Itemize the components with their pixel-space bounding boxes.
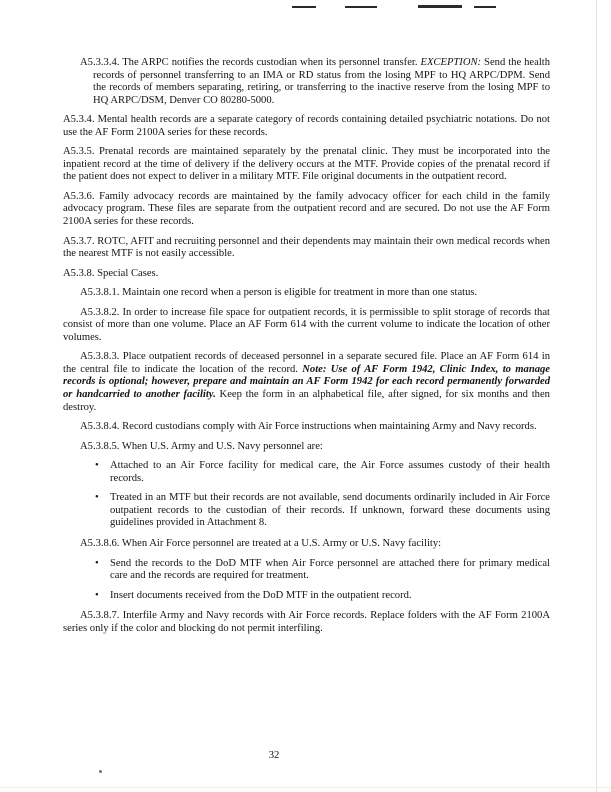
- scan-artifact-dot: [99, 770, 102, 773]
- bullet-item: [110, 492, 550, 530]
- text-run: Keep the form in an alphabetical file, after signed, for six months and then destroy.: [63, 389, 550, 413]
- text-run: Note: Use of AF Form 1942, Clinic Index, to manage records is optional; however, prepare and maintain an AF Form 1942 for each record permanently forwarded or handcarried to another facility.: [63, 363, 551, 401]
- scan-artifact-dash: [474, 6, 496, 8]
- paragraph: [63, 421, 550, 434]
- text-run: A5.3.8.7. Interfile Army and Navy records with Air Force records. Replace folders with the AF Form 2100A series only if the color and blocking do not permit interfiling.: [63, 610, 550, 634]
- text-run: Treated in an MTF but their records are not available, send documents ordinarily included in Air Force outpatient records to the custodian of their records. If unknown, forward these documents using guidelines provided in: [110, 492, 550, 529]
- text-run: A5.3.4. Mental health records are a separate category of records containing detailed psychiatric notations. Do not use the AF Form 2100A series for these records.: [63, 114, 550, 138]
- text-run: .: [264, 517, 267, 529]
- paragraph: [63, 351, 550, 414]
- text-run: Insert documents received from the DoD MTF in the outpatient record.: [110, 589, 412, 601]
- text-run: EXCEPTION:: [420, 57, 482, 68]
- text-run: A5.3.8.2. In order to increase file space for outpatient records, it is permissible to split storage of records that consist of more than one volume. Place an AF Form 614 with the current volume to indicate the location of other volumes.: [63, 306, 550, 343]
- text-run: Attached to an Air Force facility for medical care, the Air Force assumes custody of their health records.: [110, 460, 550, 484]
- paragraph: [63, 538, 550, 551]
- paragraph: [63, 191, 550, 229]
- paragraph: [63, 287, 550, 300]
- text-run: A5.3.8. Special Cases.: [63, 267, 159, 279]
- text-run: A5.3.7. ROTC, AFIT and recruiting personnel and their dependents may maintain their own medical records when the nearest MTF is not easily accessible.: [63, 235, 550, 260]
- text-run: A5.3.8.1. Maintain one record when a person is eligible for treatment in more than one status.: [80, 287, 478, 299]
- bullet-list: [110, 460, 550, 530]
- paragraph: [80, 57, 551, 107]
- text-run: A5.3.8.3. Place outpatient records of deceased personnel in a separate secured file. Place an AF Form 614 in the central file to indicate the location of the record.: [63, 351, 550, 375]
- paragraph: [63, 610, 550, 635]
- scan-artifact-dash: [418, 5, 462, 8]
- scan-edge-right: [596, 0, 597, 792]
- bullet-list: [110, 558, 550, 603]
- page-number: 32: [268, 750, 280, 761]
- page-content: [63, 57, 550, 642]
- text-run: A5.3.8.4. Record custodians comply with Air Force instructions when maintaining Army and Navy records.: [80, 421, 537, 433]
- text-run: Send the records to the DoD MTF when Air Force personnel are attached there for primary medical care and the records are required for treatment.: [110, 557, 550, 582]
- paragraph: [63, 146, 550, 184]
- paragraph: [63, 441, 550, 454]
- bullet-item: [110, 590, 550, 603]
- bullet-item: [110, 460, 550, 485]
- paragraph: [63, 236, 550, 261]
- bullet-item: [110, 558, 550, 583]
- scan-edge-bottom: [0, 787, 611, 788]
- text-run: Send the health records of personnel transferring to an IMA or RD status from the losing MPF to HQ ARPC/DPM. Send the records of members separating, retiring, or transferring to the inactive reserve from the losing MPF to HQ ARPC/DSM, Denver CO 80280-5000.: [93, 57, 551, 106]
- text-run: A5.3.8.5. When U.S. Army and U.S. Navy personnel are:: [80, 440, 323, 452]
- text-run: A5.3.6. Family advocacy records are maintained by the family advocacy officer for each child in the family advocacy program. These files are separate from the outpatient record and are secured. Do not use the AF Form 2100A series for these records.: [63, 190, 550, 228]
- text-run: A5.3.3.4. The ARPC notifies the records custodian when its personnel transfer.: [80, 57, 421, 68]
- text-run: A5.3.5. Prenatal records are maintained separately by the prenatal clinic. They must be incorporated into the inpatient record at the time of delivery if the delivery occurs at the MTF. Provide copies of the prenatal record if the patient does not expect to deliver in a military MTF. File original documents in the outpatient record.: [63, 146, 550, 183]
- scan-artifact-dash: [292, 6, 316, 8]
- paragraph: [63, 114, 550, 139]
- text-run: Attachment 8: [206, 517, 265, 529]
- text-run: A5.3.8.6. When Air Force personnel are treated at a U.S. Army or U.S. Navy facility:: [80, 537, 442, 549]
- paragraph: [63, 307, 550, 345]
- paragraph: [63, 268, 550, 281]
- scan-artifact-dash: [345, 6, 377, 8]
